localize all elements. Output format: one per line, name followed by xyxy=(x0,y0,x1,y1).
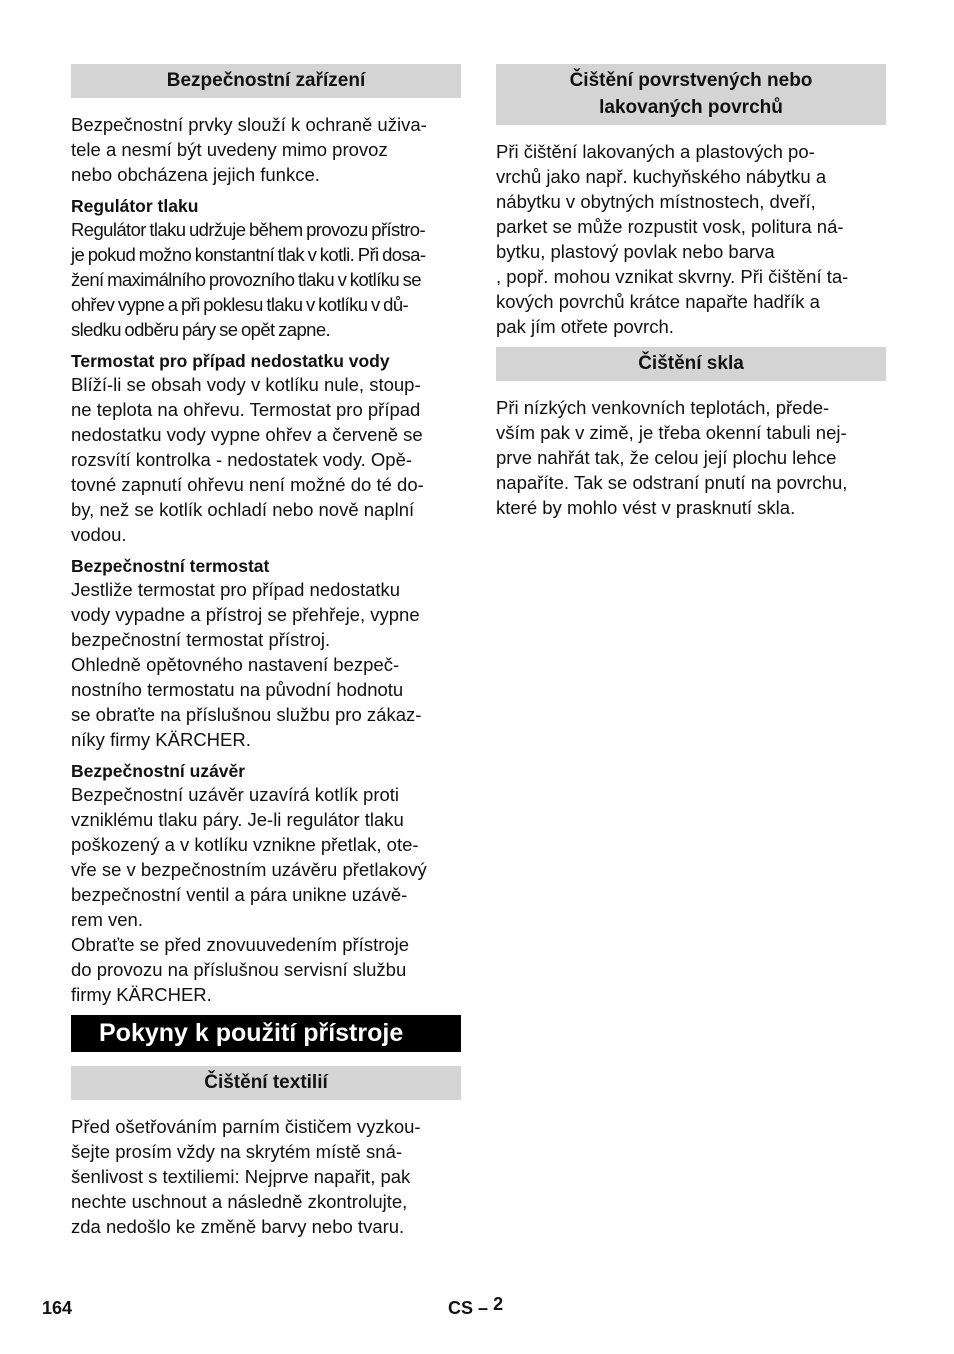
footer-language-marker xyxy=(448,1294,504,1319)
coated-surfaces-text: Při čištění lakovaných a plastových po- vrchů jako např. kuchyňského nábytku a nábytku v obytných místnostech, dveří, parket se může rozpustit vosk, politura ná- bytku, plastový povlak nebo barva , popř. mohou vznikat skvrny. Při čištění ta- kových povrchů krátce napařte hadřík a pak jím otřete povrch. xyxy=(496,141,849,337)
subheading-safety-cap: Bezpečnostní uzávěr xyxy=(71,761,246,781)
chapter-title: Pokyny k použití přístroje xyxy=(71,1015,461,1052)
section-heading-glass: Čištění skla xyxy=(496,347,886,381)
textiles-text: Před ošetřováním parním čističem vyzkou- šejte prosím vždy na skrytém místě sná- šenlivost s textiliemi: Nejprve napařit, pak nechte uschnout a následně zkontrolujte, zda nedošlo ke změně barvy nebo tvaru. xyxy=(71,1116,421,1237)
section-page-number: 2 xyxy=(493,1294,504,1314)
language-code: CS xyxy=(448,1298,474,1318)
left-column xyxy=(71,64,461,1239)
footer-dash: – xyxy=(478,1298,489,1318)
subheading-water-shortage-thermostat: Termostat pro případ nedostatku vody xyxy=(71,351,390,371)
subheading-safety-thermostat: Bezpečnostní termostat xyxy=(71,556,270,576)
coated-heading-line-1: Čištění povrstvených nebo xyxy=(569,70,813,91)
pressure-regulator-text: Regulátor tlaku udržuje během provozu přístro- je pokud možno konstantní tlak v kotli. Při dosa- žení maximálního provozního tlaku v kotlíku se ohřev vypne a při poklesu tlaku v kotlíku v dů- sledku odběru páry se opět zapne. xyxy=(71,219,426,340)
coated-heading-line-2: lakovaných povrchů xyxy=(599,97,783,118)
safety-cap-text: Bezpečnostní uzávěr uzavírá kotlík proti vzniklému tlaku páry. Je-li regulátor tlaku poškozený a v kotlíku vznikne přetlak, ote- vře se v bezpečnostním uzávěru přetlakový bezpečnostní ventil a pára unikne uzávě- rem ven. Obraťte se před znovuuvedením přístroje do provozu na příslušnou servisní službu firmy KÄRCHER. xyxy=(71,784,427,1005)
section-heading-coated-surfaces xyxy=(496,64,886,125)
page-number: 164 xyxy=(42,1298,73,1318)
subheading-pressure-regulator: Regulátor tlaku xyxy=(71,196,199,216)
section-heading-textiles: Čištění textilií xyxy=(71,1066,461,1100)
water-shortage-text: Blíží-li se obsah vody v kotlíku nule, stoup- ne teplota na ohřevu. Termostat pro případ nedostatku vody vypne ohřev a červeně se rozsvítí kontrolka - nedostatek vody. Opě- tovné zapnutí ohřevu není možné do té do- by, než se kotlík ochladí nebo nově naplní vodou. xyxy=(71,374,424,545)
glass-text: Při nízkých venkovních teplotách, přede- vším pak v zimě, je třeba okenní tabuli nej- prve nahřát tak, že celou její plochu lehce napaříte. Tak se odstraní pnutí na povrchu, které by mohlo vést v prasknutí skla. xyxy=(496,397,848,518)
section-heading-safety-devices: Bezpečnostní zařízení xyxy=(71,64,461,98)
safety-intro-text: Bezpečnostní prvky slouží k ochraně uživa- tele a nesmí být uvedeny mimo provoz nebo obcházena jejich funkce. xyxy=(71,114,427,185)
right-column xyxy=(496,64,886,520)
safety-thermostat-text: Jestliže termostat pro případ nedostatku vody vypadne a přístroj se přehřeje, vypne bezpečnostní termostat přístroj. Ohledně opětovného nastavení bezpeč- nostního termostatu na původní hodnotu se obraťte na příslušnou službu pro zákaz- níky firmy KÄRCHER. xyxy=(71,579,422,750)
